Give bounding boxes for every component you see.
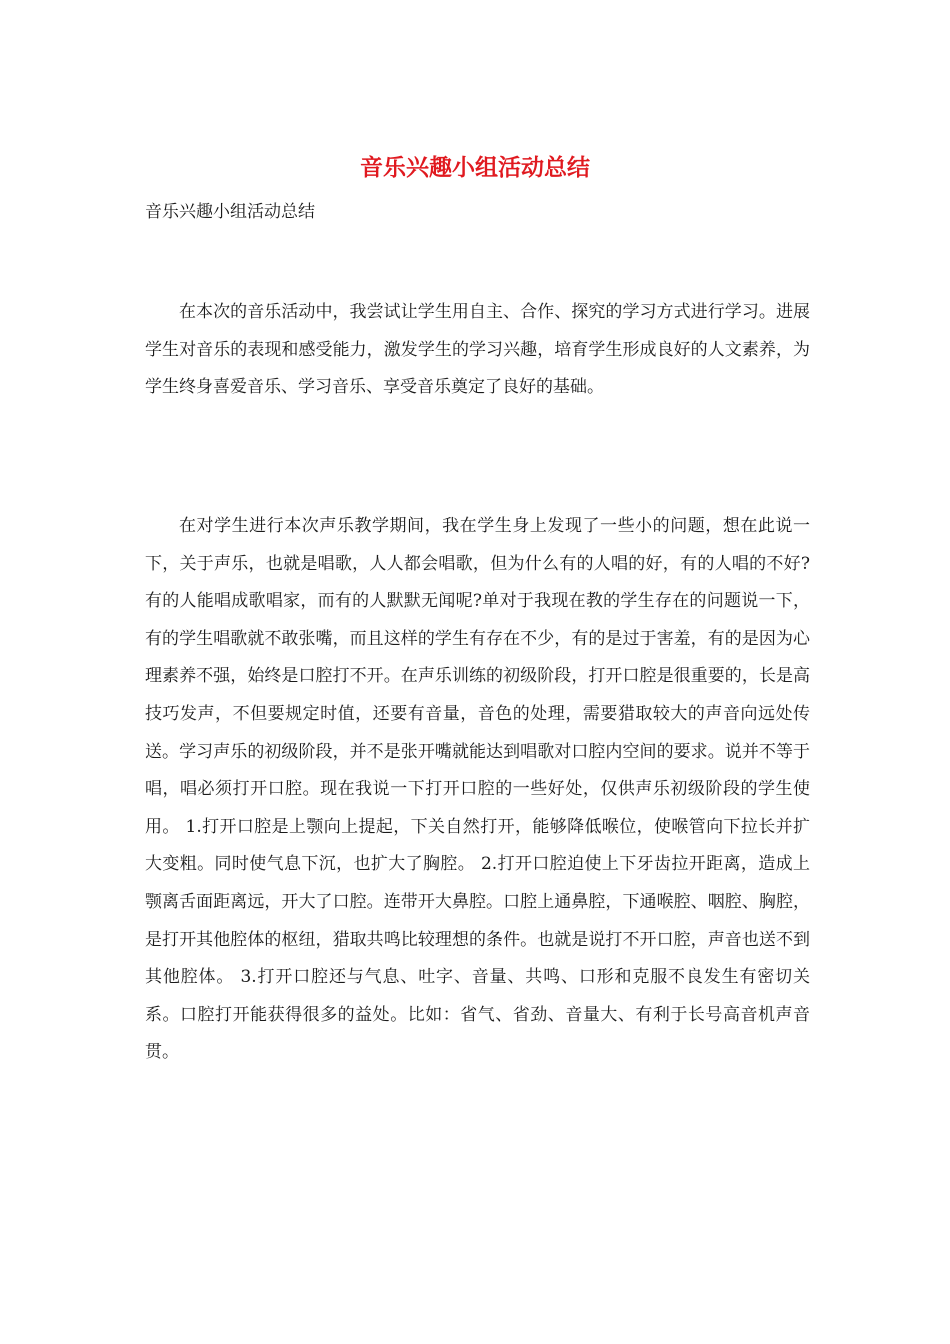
document-subtitle: 音乐兴趣小组活动总结 [145,202,315,222]
paragraph-intro: 在本次的音乐活动中，我尝试让学生用自主、合作、探究的学习方式进行学习。进展学生对音乐的表现和感受能力，激发学生的学习兴趣，培育学生形成良好的人文素养，为学生终身喜爱音乐、学习音乐、享受音乐奠定了良好的基础。 [145,302,810,398]
paragraph-body: 在对学生进行本次声乐教学期间，我在学生身上发现了一些小的问题，想在此说一下，关于声乐，也就是唱歌，人人都会唱歌，但为什么有的人唱的好，有的人唱的不好?有的人能唱成歌唱家，而有的人默默无闻呢?单对于我现在教的学生存在的问题说一下，有的学生唱歌就不敢张嘴，而且这样的学生有存在不少，有的是过于害羞，有的是因为心理素养不强，始终是口腔打不开。在声乐训练的初级阶段，打开口腔是很重要的，长是高技巧发声，不但要规定时值，还要有音量，音色的处理，需要猎取较大的声音向远处传送。学习声乐的初级阶段，并不是张开嘴就能达到唱歌对口腔内空间的要求。说并不等于唱，唱必须打开口腔。现在我说一下打开口腔的一些好处，仅供声乐初级阶段的学生使用。 1.打开口腔是上颚向上提起，下关自然打开，能够降低喉位，使喉管向下拉长并扩大变粗。同时使气息下沉，也扩大了胸腔。 2.打开口腔迫使上下牙齿拉开距离，造成上颚离舌面距离远，开大了口腔。连带开大鼻腔。口腔上通鼻腔，下通喉腔、咽腔、胸腔，是打开其他腔体的枢纽，猎取共鸣比较理想的条件。也就是说打不开口腔，声音也送不到其他腔体。 3.打开口腔还与气息、吐字、音量、共鸣、口形和克服不良发生有密切关系。口腔打开能获得很多的益处。比如：省气、省劲、音量大、有利于长号高音机声音贯。 [145,516,810,1063]
document-title: 音乐兴趣小组活动总结 [360,154,590,181]
